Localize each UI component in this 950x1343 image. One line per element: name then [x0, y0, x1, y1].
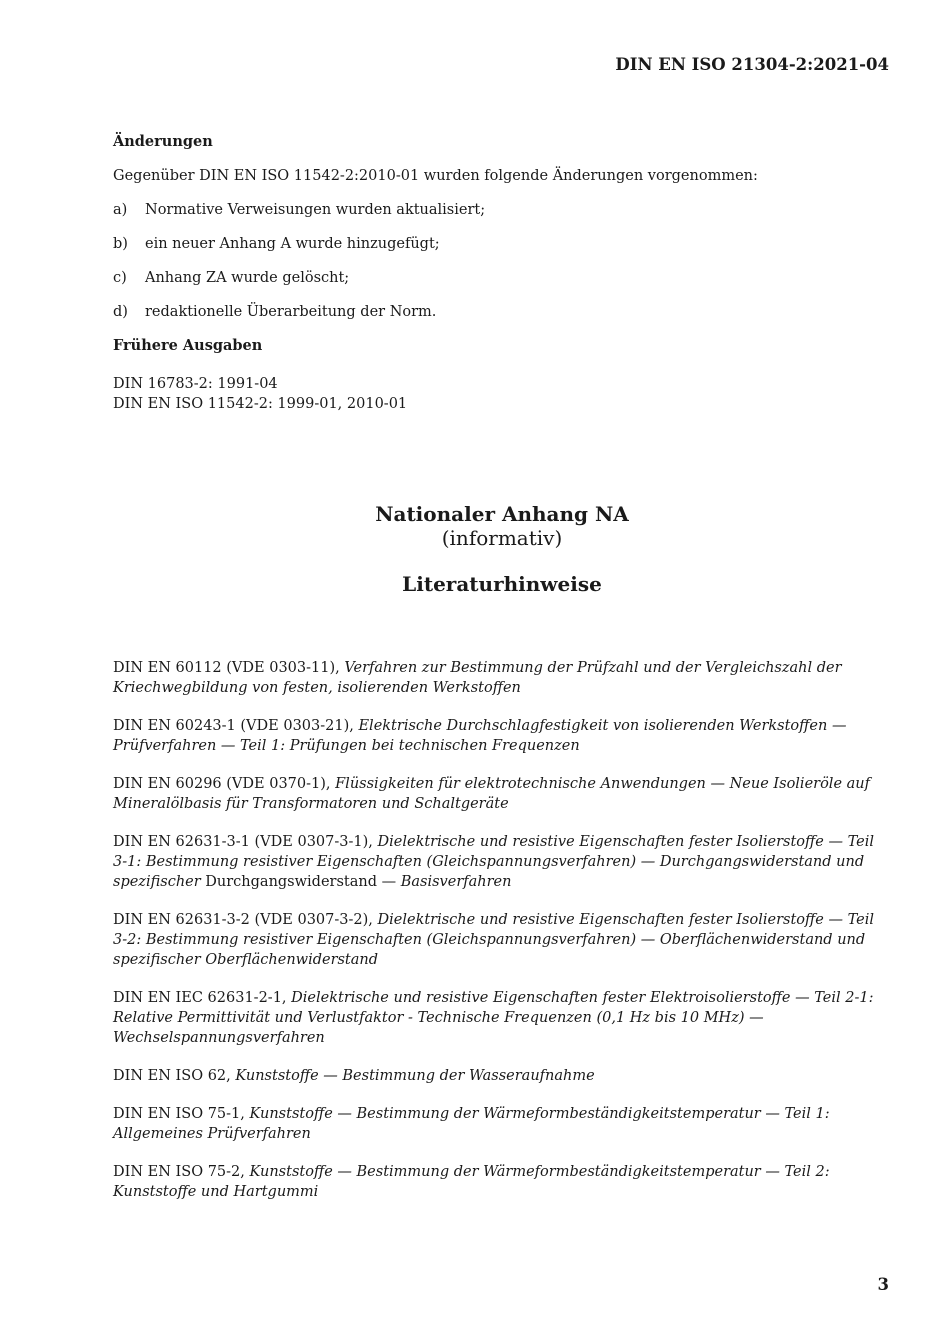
changes-heading: Änderungen — [113, 133, 213, 150]
change-item-text: Normative Verweisungen wurden aktualisiert; — [145, 202, 486, 218]
reference-code: DIN EN ISO 75-2, — [113, 1164, 250, 1180]
reference-entry — [113, 988, 891, 1048]
literature-heading: Literaturhinweise — [402, 572, 602, 596]
reference-tail-title: Basisverfahren — [400, 874, 512, 890]
reference-code: DIN EN 60243-1 (VDE 0303-21), — [113, 718, 359, 734]
change-item-label: a) — [113, 202, 128, 218]
reference-title: Kunststoffe — Bestimmung der Wärmeformbeständigkeitstemperatur — Teil 2: Kunststoffe und Hartgummi — [113, 1164, 830, 1200]
reference-title: Dielektrische und resistive Eigenschaften fester Isolierstoffe — Teil 3-2: Bestimmung resistiver Eigenschaften (Gleichspannungsverfahren) — Oberflächenwiderstand und spezifischer Oberflächenwiderstand — [113, 912, 874, 968]
reference-code: DIN EN 62631-3-1 (VDE 0307-3-1), — [113, 834, 378, 850]
reference-code: DIN EN 62631-3-2 (VDE 0307-3-2), — [113, 912, 378, 928]
change-item-label: b) — [113, 236, 128, 252]
reference-entry — [113, 1162, 891, 1202]
reference-entry — [113, 1066, 891, 1086]
reference-entry — [113, 1104, 891, 1144]
change-item-text: Anhang ZA wurde gelöscht; — [145, 270, 350, 286]
annex-subtitle: (informativ) — [441, 526, 563, 550]
reference-title: Kunststoffe — Bestimmung der Wasseraufnahme — [235, 1068, 595, 1084]
annex-title: Nationaler Anhang NA — [375, 502, 629, 526]
reference-title: Kunststoffe — Bestimmung der Wärmeformbeständigkeitstemperatur — Teil 1: Allgemeines Prüfverfahren — [113, 1106, 830, 1142]
document-id: DIN EN ISO 21304-2:2021-04 — [615, 55, 889, 74]
reference-title: Dielektrische und resistive Eigenschaften fester Isolierstoffe — Teil 3-1: Bestimmung resistiver Eigenschaften (Gleichspannungsverfahren) — Durchgangswiderstand und spezifischer — [113, 834, 874, 890]
reference-code: DIN EN ISO 75-1, — [113, 1106, 250, 1122]
previous-edition-line: DIN EN ISO 11542-2: 1999-01, 2010-01 — [113, 396, 408, 412]
reference-title: Dielektrische und resistive Eigenschaften fester Elektroisolierstoffe — Teil 2-1: Relative Permittivität und Verlustfaktor - Technische Frequenzen (0,1 Hz bis 10 MHz) — Wechselspannungsverfahren — [113, 990, 874, 1046]
previous-edition-line: DIN 16783-2: 1991-04 — [113, 376, 278, 392]
reference-tail: Durchgangswiderstand — — [200, 874, 401, 890]
change-item — [113, 302, 891, 322]
reference-code: DIN EN 60112 (VDE 0303-11), — [113, 660, 345, 676]
reference-title: Verfahren zur Bestimmung der Prüfzahl und der Vergleichszahl der Kriechwegbildung von festen, isolierenden Werkstoffen — [113, 660, 842, 696]
reference-title: Flüssigkeiten für elektrotechnische Anwendungen — Neue Isolieröle auf Mineralölbasis für Transformatoren und Schaltgeräte — [113, 776, 870, 812]
reference-code: DIN EN ISO 62, — [113, 1068, 236, 1084]
change-item — [113, 200, 891, 220]
previous-editions-heading: Frühere Ausgaben — [113, 337, 263, 354]
page-number: 3 — [877, 1275, 889, 1294]
change-item-label: c) — [113, 270, 127, 286]
change-item-text: ein neuer Anhang A wurde hinzugefügt; — [145, 236, 440, 252]
reference-code: DIN EN IEC 62631-2-1, — [113, 990, 292, 1006]
reference-entry — [113, 832, 891, 892]
reference-code: DIN EN 60296 (VDE 0370-1), — [113, 776, 336, 792]
reference-entry — [113, 910, 891, 970]
reference-entry — [113, 716, 891, 756]
changes-intro: Gegenüber DIN EN ISO 11542-2:2010-01 wurden folgende Änderungen vorgenommen: — [113, 168, 758, 184]
change-item — [113, 234, 891, 254]
reference-entry — [113, 658, 891, 698]
change-item-text: redaktionelle Überarbeitung der Norm. — [145, 304, 437, 320]
reference-entry — [113, 774, 891, 814]
page-content — [113, 132, 891, 1220]
change-item — [113, 268, 891, 288]
change-item-label: d) — [113, 304, 128, 320]
reference-title: Elektrische Durchschlagfestigkeit von isolierenden Werkstoffen — Prüfverfahren — Teil 1: Prüfungen bei technischen Frequenzen — [113, 718, 847, 754]
reference-list — [113, 658, 891, 1202]
